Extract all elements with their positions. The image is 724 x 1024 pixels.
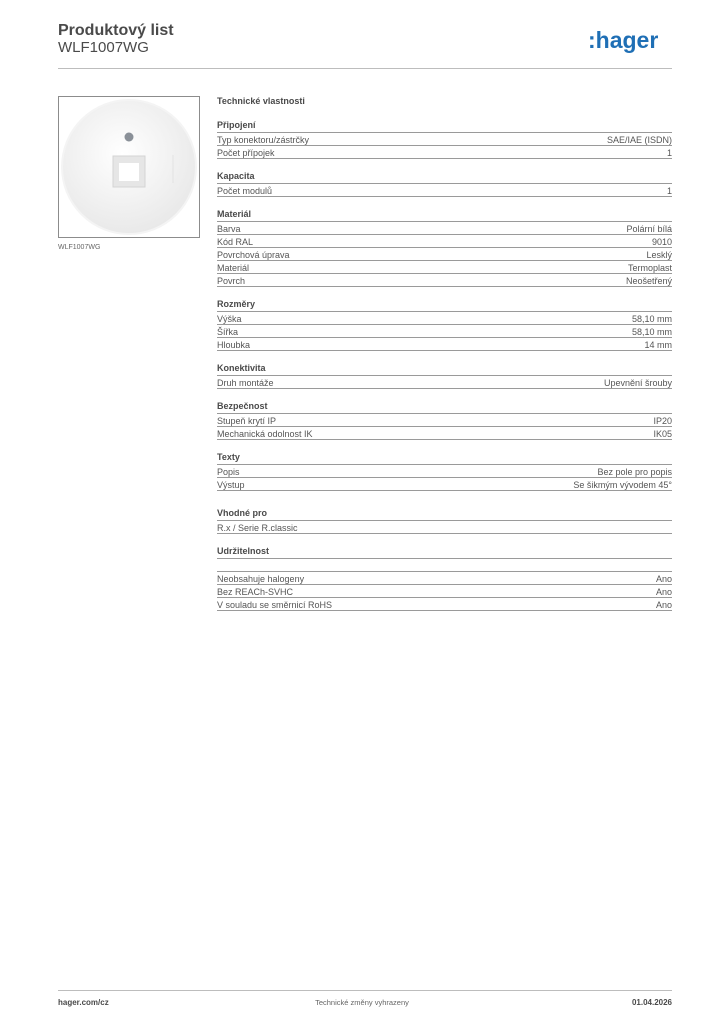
spec-row — [217, 376, 672, 389]
spec-row — [217, 235, 672, 248]
spec-value: IP20 — [653, 416, 672, 426]
spec-row — [217, 261, 672, 274]
page-title: Produktový list — [58, 22, 174, 39]
spec-label: Neobsahuje halogeny — [217, 574, 305, 584]
spec-label: V souladu se směrnicí RoHS — [217, 600, 333, 610]
spec-label: Materiál — [217, 263, 250, 273]
spec-label: Barva — [217, 224, 241, 234]
spec-value: 1 — [666, 186, 672, 196]
spec-label: Popis — [217, 467, 240, 477]
socket-cover-illustration — [59, 97, 199, 237]
section-heading: Texty — [217, 451, 672, 465]
spec-section — [217, 119, 672, 159]
spec-value: 14 mm — [644, 340, 672, 350]
spec-label: Druh montáže — [217, 378, 274, 388]
spec-row — [217, 598, 672, 611]
spec-row — [217, 146, 672, 159]
spec-row — [217, 274, 672, 287]
spec-label: Počet modulů — [217, 186, 273, 196]
spec-value: Neošetřený — [625, 276, 672, 286]
spec-value: Lesklý — [646, 250, 672, 260]
spec-row — [217, 427, 672, 440]
spec-label: Typ konektoru/zástrčky — [217, 135, 310, 145]
hager-logo — [588, 26, 672, 56]
spec-label: Bez REACh-SVHC — [217, 587, 294, 597]
spec-value: Bez pole pro popis — [597, 467, 672, 477]
specs-title: Technické vlastnosti — [217, 96, 305, 106]
spec-label: Počet přípojek — [217, 148, 275, 158]
spec-value: Se šikmým vývodem 45° — [573, 480, 672, 490]
spec-section — [217, 362, 672, 389]
footer-website[interactable]: hager.com/cz — [58, 998, 109, 1007]
header-divider — [58, 68, 672, 69]
spec-label: Povrch — [217, 276, 246, 286]
section-sustainability — [217, 545, 672, 611]
footer-disclaimer: Technické změny vyhrazeny — [315, 998, 409, 1007]
spec-value: 58,10 mm — [631, 314, 672, 324]
spec-label: Výška — [217, 314, 242, 324]
product-image — [58, 96, 200, 238]
footer-date: 01.04.2026 — [631, 998, 672, 1007]
spec-label: Stupeň krytí IP — [217, 416, 277, 426]
spec-value: Ano — [655, 574, 672, 584]
spec-value: Upevnění šrouby — [603, 378, 672, 388]
section-heading: Materiál — [217, 208, 672, 222]
section-heading: Bezpečnost — [217, 400, 672, 414]
image-caption: WLF1007WG — [58, 244, 101, 251]
spec-section — [217, 400, 672, 440]
spec-label: R.x / Serie R.classic — [217, 523, 298, 533]
spec-section — [217, 170, 672, 197]
spec-label: Hloubka — [217, 340, 251, 350]
spec-value: 9010 — [651, 237, 672, 247]
spec-row — [217, 325, 672, 338]
spec-label: Mechanická odolnost IK — [217, 429, 313, 439]
spec-label: Šířka — [217, 327, 239, 337]
spec-label: Výstup — [217, 480, 245, 490]
section-heading: Udržitelnost — [217, 545, 672, 559]
spec-section — [217, 298, 672, 351]
product-code: WLF1007WG — [58, 39, 149, 56]
section-heading: Konektivita — [217, 362, 672, 376]
spec-value: 58,10 mm — [631, 327, 672, 337]
spec-value: IK05 — [653, 429, 672, 439]
spec-section — [217, 451, 672, 491]
blank-row — [217, 559, 672, 572]
spec-value: Termoplast — [627, 263, 672, 273]
spec-value: Ano — [655, 587, 672, 597]
spec-row — [217, 572, 672, 585]
spec-row — [217, 222, 672, 235]
spec-value: SAE/IAE (ISDN) — [606, 135, 672, 145]
section-heading: Vhodné pro — [217, 507, 672, 521]
spec-row — [217, 312, 672, 325]
spec-row — [217, 248, 672, 261]
section-suitable-for — [217, 507, 672, 534]
spec-row — [217, 133, 672, 146]
spec-label: Povrchová úprava — [217, 250, 290, 260]
technical-specs — [217, 95, 672, 622]
section-heading: Připojení — [217, 119, 672, 133]
spec-value: Ano — [655, 600, 672, 610]
footer-divider — [58, 990, 672, 991]
spec-row — [217, 184, 672, 197]
spec-row — [217, 478, 672, 491]
spec-row — [217, 465, 672, 478]
section-heading: Rozměry — [217, 298, 672, 312]
spec-label: Kód RAL — [217, 237, 254, 247]
spec-value: Polární bílá — [626, 224, 672, 234]
spec-row — [217, 338, 672, 351]
spec-row — [217, 414, 672, 427]
spec-section — [217, 208, 672, 287]
spec-row — [217, 521, 672, 534]
spec-row — [217, 585, 672, 598]
spec-value: 1 — [666, 148, 672, 158]
svg-text::hager: :hager — [588, 27, 659, 53]
section-heading: Kapacita — [217, 170, 672, 184]
